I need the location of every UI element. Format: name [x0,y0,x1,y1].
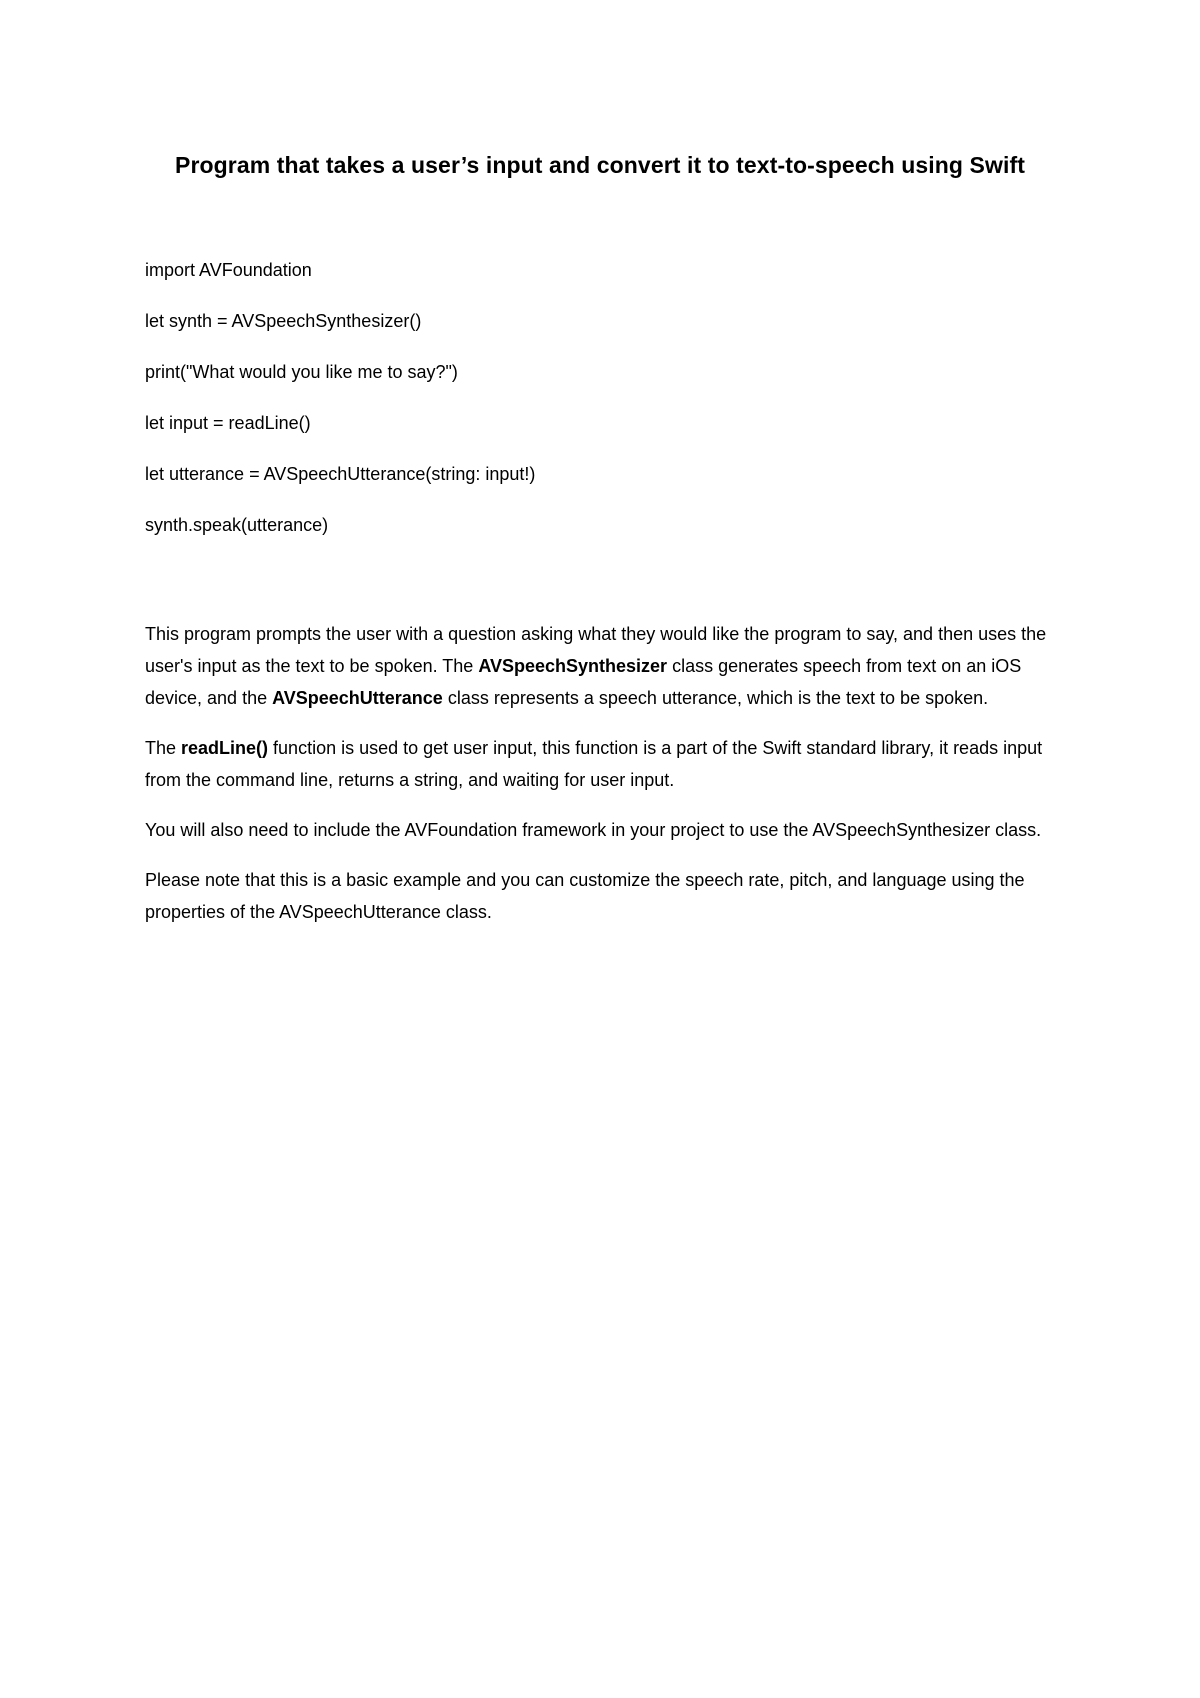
code-line: let utterance = AVSpeechUtterance(string: input!) [145,464,536,484]
class-name-synthesizer: AVSpeechSynthesizer [478,656,668,676]
paragraph-overview [145,618,1065,714]
document-title: Program that takes a user’s input and convert it to text-to-speech using Swift [175,152,1025,178]
paragraph-text: The [145,738,182,758]
code-line: let synth = AVSpeechSynthesizer() [145,311,422,331]
paragraph-text: function is used to get user input, this function is a part of the Swift standard library, it reads input from the command line, returns a string, and waiting for user input. [145,738,1043,790]
code-line: let input = readLine() [145,413,311,433]
paragraph-readline [145,732,1065,796]
paragraph-text: class represents a speech utterance, which is the text to be spoken. [442,688,989,708]
code-line: synth.speak(utterance) [145,515,329,535]
paragraph-text: You will also need to include the AVFoundation framework in your project to use the AVSpeechSynthesizer class. [145,820,1042,840]
explanation-section [145,618,1065,946]
paragraph-text: class generates speech from text on an iOS device, and the [145,656,1022,708]
function-name-readline: readLine() [181,738,269,758]
code-line: import AVFoundation [145,260,312,280]
paragraph-text: This program prompts the user with a question asking what they would like the program to say, and then uses the user's input as the text to be spoken. The [145,624,1047,676]
code-line: print("What would you like me to say?") [145,362,458,382]
paragraph-framework [145,814,1065,846]
paragraph-note [145,864,1065,928]
code-block [145,258,1065,564]
paragraph-text: Please note that this is a basic example and you can customize the speech rate, pitch, and language using the properties of the AVSpeechUtterance class. [145,870,1025,922]
class-name-utterance: AVSpeechUtterance [272,688,443,708]
